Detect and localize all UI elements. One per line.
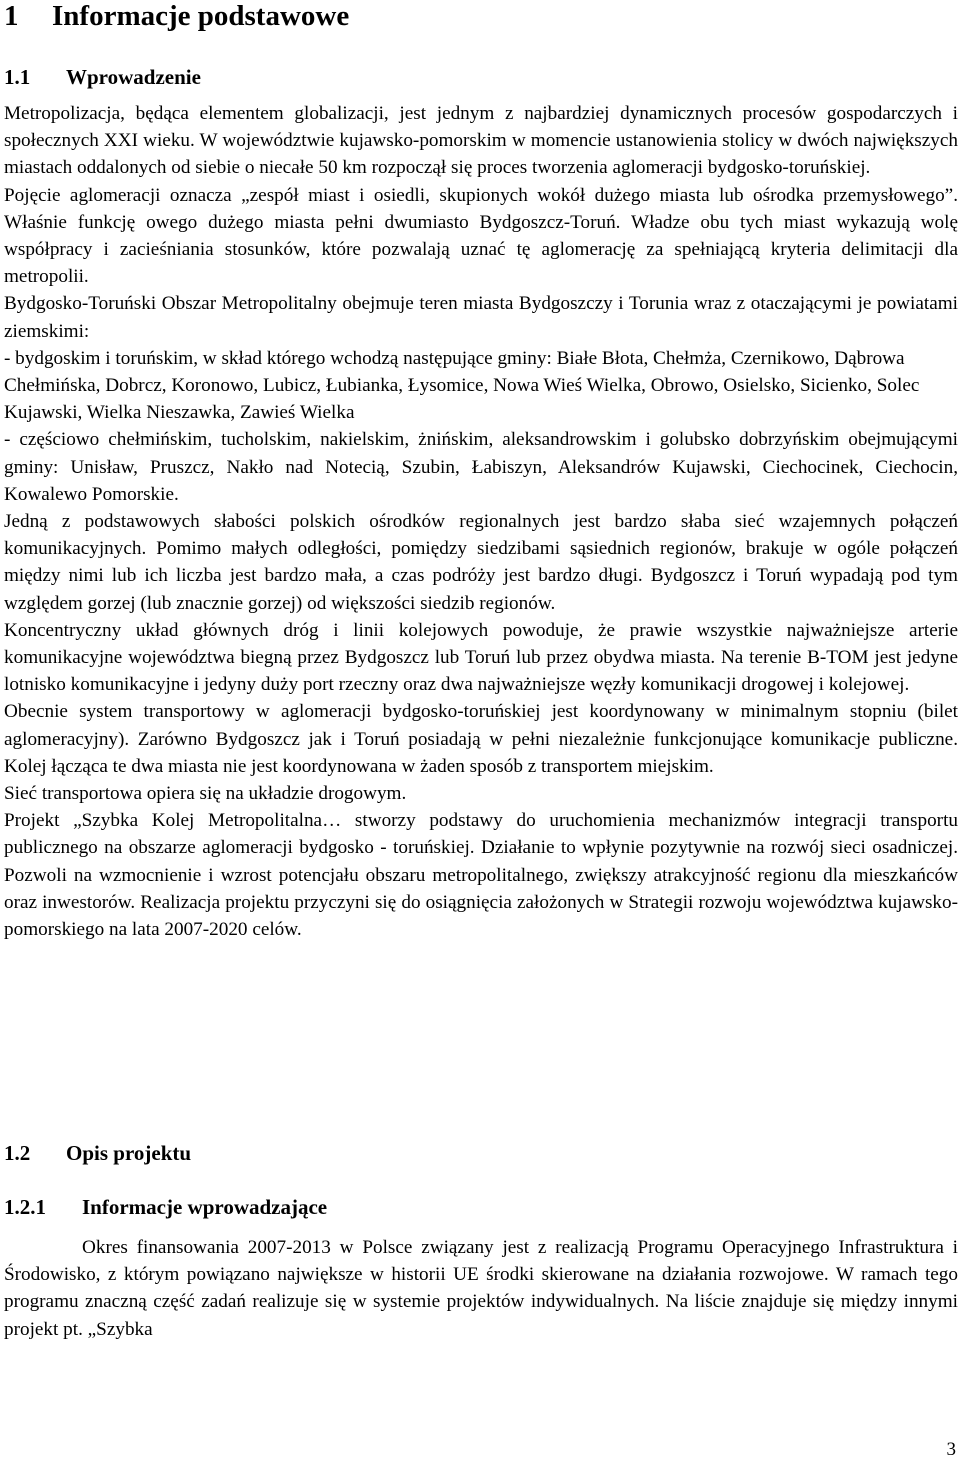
- paragraph-btom-definicja: Bydgosko-Toruński Obszar Metropolitalny obejmuje teren miasta Bydgoszczy i Torunia wraz z otaczającymi je powiatami ziemskimi:: [4, 293, 958, 342]
- subsection-heading: [4, 1194, 327, 1220]
- section-number: 1.1: [4, 65, 31, 89]
- paragraph-siec-transportowa: Sieć transportowa opiera się na układzie drogowym.: [4, 783, 407, 805]
- page-number: 3: [946, 1439, 956, 1460]
- section-number: 1.2: [4, 1141, 31, 1165]
- paragraph-okres-finansowania: Okres finansowania 2007-2013 w Polsce związany jest z realizacją Programu Operacyjnego Infrastruktura i Środowisko, z którym powiązano największe w historii UE środki skierowane na działania rozwojowe. W ramach tego programu znaczną część zadań realizuje się w systemie projektów indywidualnych. Na liście znajduje się między innymi projekt pt. „Szybka: [4, 1237, 958, 1340]
- section-title: Opis projektu: [66, 1141, 192, 1165]
- chapter-title: Informacje podstawowe: [52, 0, 350, 32]
- intro-text: [4, 100, 958, 943]
- paragraph-slabosci: Jedną z podstawowych słabości polskich ośrodków regionalnych jest bardzo słaba sieć wzajemnych połączeń komunikacyjnych. Pomimo małych odległości, pomiędzy siedzibami sąsiednich regionów, brakuje w ogóle połączeń między nimi lub ich liczba jest bardzo mała, a czas podróży jest bardzo długi. Bydgoszcz i Toruń wypadają pod tym względem gorzej (lub znacznie gorzej) od większości siedzib regionów.: [4, 511, 958, 614]
- section-heading-intro: [4, 64, 201, 90]
- chapter-number: 1: [4, 0, 19, 32]
- section-title: Wprowadzenie: [66, 65, 201, 89]
- section-text: [4, 1234, 958, 1343]
- subsection-title: Informacje wprowadzające: [82, 1195, 328, 1219]
- chapter-heading: [4, 0, 349, 32]
- paragraph-pojecie-aglomeracji: Pojęcie aglomeracji oznacza „zespół miast i osiedli, skupionych wokół dużego miasta lub ośrodka przemysłowego”. Właśnie funkcję owego dużego miasta pełni dwumiasto Bydgoszcz-Toruń. Władze obu tych miast wykazują wolę współpracy i zacieśniania stosunków, które pozwalają uznać tę aglomerację za spełniającą kryteria delimitacji dla metropolii.: [4, 184, 958, 288]
- section-heading-opis: [4, 1140, 191, 1166]
- paragraph-koncentryczny-uklad: Koncentryczny układ głównych dróg i linii kolejowych powoduje, że prawie wszystkie najważniejsze arterie komunikacyjne województwa biegną przez Bydgoszcz lub Toruń lub przez obydwa miasta. Na terenie B-TOM jest jedyne lotnisko komunikacyjne i jedyny duży port rzeczny oraz dwa najważniejsze węzły komunikacji drogowej i kolejowej.: [4, 619, 958, 696]
- paragraph-projekt-skm: Projekt „Szybka Kolej Metropolitalna… stworzy podstawy do uruchomienia mechanizmów integracji transportu publicznego na obszarze aglomeracji bydgosko - toruńskiej. Działanie to wpłynie pozytywnie na rozwój sieci osadniczej. Pozwoli na wzmocnienie i wzrost potencjału obszaru metropolitalnego, zwiększy atrakcyjność regionu dla mieszkańców oraz inwestorów. Realizacja projektu przyczyni się do osiągnięcia założonych w Strategii rozwoju województwa kujawsko-pomorskiego na lata 2007-2020 celów.: [4, 810, 958, 941]
- paragraph-system-transportowy: Obecnie system transportowy w aglomeracji bydgosko-toruńskiej jest koordynowany w minimalnym stopniu (bilet aglomeracyjny). Zarówno Bydgoszcz jak i Toruń posiadają w pełni niezależnie funkcjonujące komunikacje publiczne. Kolej łącząca te dwa miasta nie jest koordynowana w żaden sposób z transportem miejskim.: [4, 701, 958, 777]
- paragraph-metropolizacja: Metropolizacja, będąca elementem globalizacji, jest jednym z najbardziej dynamicznych procesów gospodarczych i społecznych XXI wieku. W województwie kujawsko-pomorskim w momencie ustanowienia stolicy w dwóch największych miastach oddalonych od siebie o niecałe 50 km rozpoczął się proces tworzenia aglomeracji bydgosko-toruńskiej.: [4, 103, 958, 179]
- list-item-czesciowo: - częściowo chełmińskim, tucholskim, nakielskim, żnińskim, aleksandrowskim i golubsko dobrzyńskim obejmującymi gminy: Unisław, Pruszcz, Nakło nad Notecią, Szubin, Łabiszyn, Aleksandrów Kujawski, Ciechocinek, Ciechocin, Kowalewo Pomorskie.: [4, 429, 958, 505]
- list-item-bydgoski-torunski: - bydgoskim i toruńskim, w skład którego wchodzą następujące gminy: Białe Błota, Chełmża, Czernikowo, Dąbrowa Chełmińska, Dobrcz, Koronowo, Lubicz, Łubianka, Łysomice, Nowa Wieś Wielka, Obrowo, Osielsko, Sicienko, Solec Kujawski, Wielka Nieszawka, Zawieś Wielka: [4, 347, 920, 424]
- subsection-number: 1.2.1: [4, 1195, 46, 1219]
